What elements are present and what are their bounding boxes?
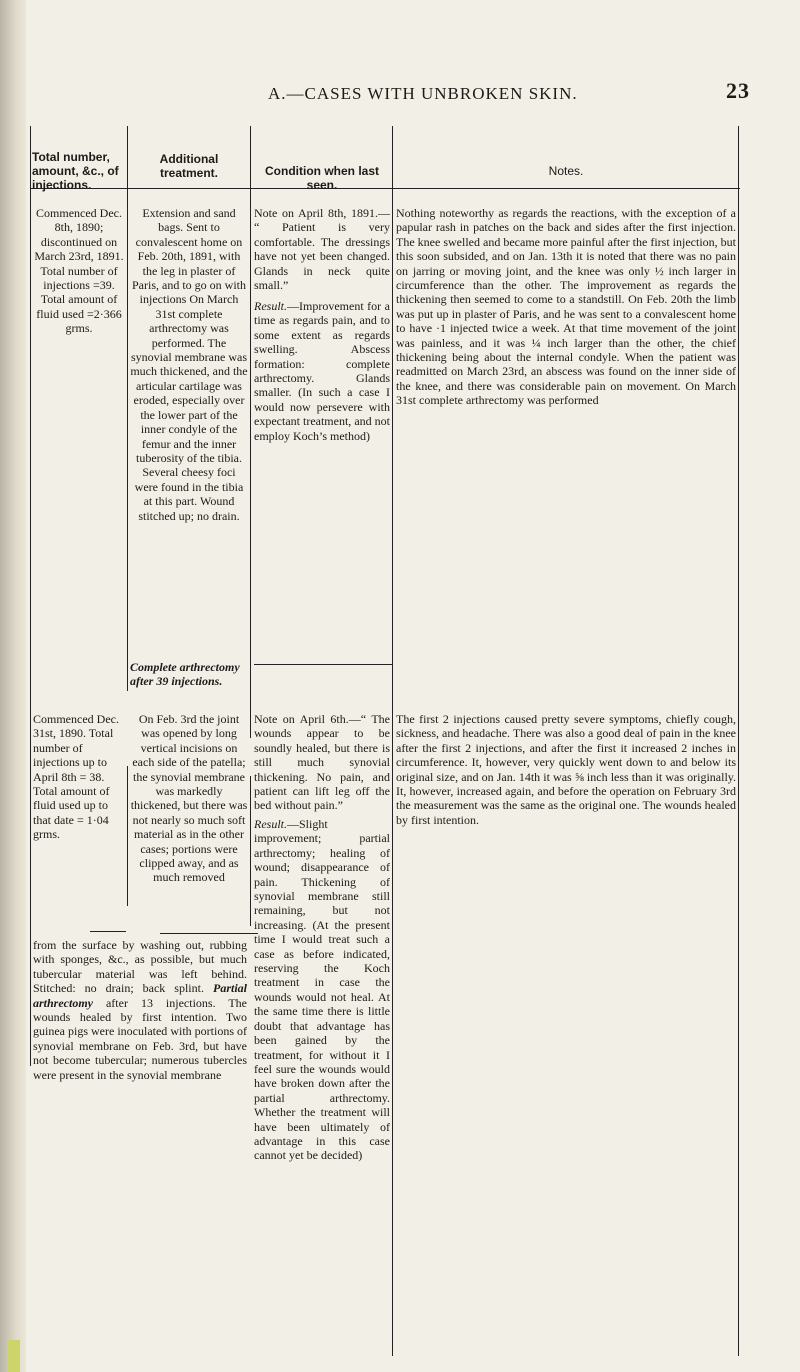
- running-head-title: A.—CASES WITH UNBROKEN SKIN.: [268, 84, 578, 103]
- header-treatment: Additional treatment.: [159, 152, 219, 180]
- row1-injections: Commenced Dec. 8th, 1890; discontinued on March 23rd, 1891. Total number of injections =39. Total amount of fluid used =2·366 grms.: [34, 206, 124, 336]
- row1-treatment-result: Complete arthrectomy after 39 injections.: [130, 660, 240, 689]
- row1-treatment: Extension and sand bags. Sent to convalescent home on Feb. 20th, 1891, with the leg in plaster of Paris, and to go on with injections On March 31st complete arthrectomy was performed. The synovial membrane was much thickened, and the articular cartilage was eroded, especially over the lower part of the inner condyle of the femur and the inner tuberosity of the tibia. Several cheesy foci were found in the tibia at this part. Wound stitched up; no drain.: [130, 206, 248, 523]
- row2-treatment-cont-b: after 13 injections. The wounds healed by first intention. Two guinea pigs were inoculated with portions of synovial membrane on Feb. 3rd, but have not become tubercular; numerous tubercles were present in the synovial membrane: [33, 995, 248, 1082]
- rule-col1: [127, 126, 128, 691]
- running-head: [150, 78, 750, 104]
- header-condition: Condition when last seen.: [265, 164, 379, 192]
- rule-col3: [392, 126, 393, 1356]
- rule-col2b: [250, 776, 251, 926]
- row2-partial-arthrectomy: Partial arthrectomy: [33, 981, 247, 1010]
- rule-right: [738, 126, 739, 1356]
- row1-notes: Nothing noteworthy as regards the reactions, with the exception of a papular rash in patches on the back and sides after the first injection. The knee swelled and became more painful after the first injection, but this soon subsided, and on Jan. 13th it is noted that there was no pain on jarring or moving joint, and the knee was only ½ inch larger in circumference than the other. The improvement as regards the thickening then seemed to come to a standstill. On Feb. 20th the limb was put up in plaster of Paris, and he was sent to a convalescent home to have ·1 injected twice a week. At that time movement of the joint was painless, and it was ¼ inch larger than the other, the chief thickening being about the internal condyle. When the patient was readmitted on March 23rd, an abscess was found on the inner side of the knee, and there was considerable pain on movement. On March 31st complete arthrectomy was performed: [396, 206, 736, 408]
- header-injections: Total number, amount, &c., of injections.: [32, 150, 119, 192]
- row2-result-label: Result.: [254, 817, 287, 831]
- row2-treatment-break: [160, 933, 258, 934]
- row2-treatment: On Feb. 3rd the joint was opened by long vertical incisions on each side of the patella; the synovial membrane was markedly thickened, but there was not nearly so much soft material as in the other cases; portions were clipped away, and as much removed: [130, 712, 248, 885]
- row2-condition-note: Note on April 6th.—“ The wounds appear to be soundly healed, but there is still much synovial thickening. No pain, and patient can lift leg off the bed without pain.”: [254, 712, 390, 813]
- left-page-gutter: [0, 0, 26, 1372]
- row1-condition-result: [254, 299, 390, 443]
- row2-notes: The first 2 injections caused pretty severe symptoms, chiefly cough, sickness, and headache. There was also a good deal of pain in the knee after the first 2 injections, and after the first it increased 2 inches in circumference. It, however, very quickly went down to and below its original size, and on Jan. 14th it was ⅝ inch less than it was originally. It, however, increased again, and before the operation on February 3rd the measurement was the same as the original one. The wounds healed by first intention.: [396, 712, 736, 827]
- rule-left: [30, 126, 31, 1066]
- row2-treatment-continued: [33, 938, 247, 1082]
- page-number: 23: [726, 78, 750, 103]
- row2-injections: Commenced Dec. 31st, 1890. Total number of injections up to April 8th = 38. Total amount of fluid used up to that date = 1·04 grms.: [33, 712, 119, 842]
- header-notes: Notes.: [548, 164, 584, 178]
- row2-result-text: —Slight improvement; partial arthrectomy; healing of wound; disappearance of pain. Thickening of synovial membrane still remaining, but not increasing. (At the present time I would treat such a case as before indicated, reserving the Koch treatment in case the wounds would not heal. At the same time there is little doubt that advantage has been gained by the treatment, for without it I feel sure the wounds would have broken down after the partial arthrectomy. Whether the treatment will have been ultimately of advantage in this case cannot yet be decided): [254, 817, 390, 1163]
- row2-small-rule: [90, 931, 126, 932]
- rule-col2: [250, 126, 251, 738]
- row2-condition-result: [254, 817, 390, 1163]
- row1-result-label: Result.: [254, 299, 287, 313]
- rule-col1b: [127, 766, 128, 906]
- row1-result-text: —Improvement for a time as regards pain, and to some extent as regards swelling. Abscess formation: complete arthrectomy. Glands smaller. (In such a case I would now persevere with expectant treatment, and not employ Koch’s method): [254, 299, 390, 443]
- row2-treatment-cont-a: from the surface by washing out, rubbing with sponges, &c., as possible, but much tubercular material was left behind. Stitched: no drain; back splint.: [33, 938, 247, 996]
- cases-table: [30, 126, 740, 1356]
- row1-condition-note: Note on April 8th, 1891.— “ Patient is very comfortable. The dressings have not yet been changed. Glands in neck quite small.”: [254, 206, 390, 293]
- row1-result-rule: [254, 664, 392, 665]
- binding-tape: [8, 1340, 20, 1372]
